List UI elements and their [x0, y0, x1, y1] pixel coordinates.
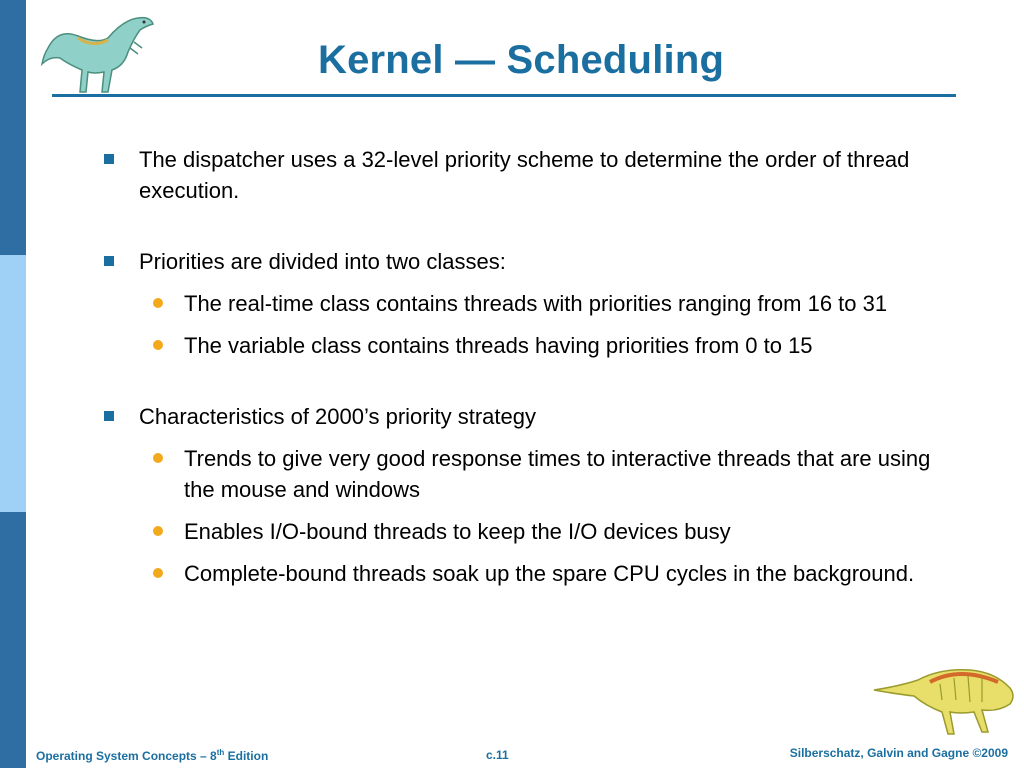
sidebar-segment-bottom [0, 512, 26, 768]
footer-edition-superscript: th [216, 748, 225, 757]
square-bullet-icon [104, 256, 114, 266]
round-bullet-icon [153, 453, 163, 463]
sub-bullet-text: Enables I/O-bound threads to keep the I/O devices busy [184, 519, 731, 544]
sub-bullet-item [100, 558, 960, 589]
sidebar-segment-middle [0, 255, 26, 512]
square-bullet-icon [104, 411, 114, 421]
bullet-item [100, 144, 960, 206]
left-sidebar [0, 0, 26, 768]
footer-book-title-text: Operating System Concepts – 8 [36, 749, 217, 763]
sub-bullet-text: The variable class contains threads having priorities from 0 to 15 [184, 333, 813, 358]
square-bullet-icon [104, 154, 114, 164]
sub-bullet-text: The real-time class contains threads with priorities ranging from 16 to 31 [184, 291, 888, 316]
round-bullet-icon [153, 568, 163, 578]
bullet-item [100, 401, 960, 432]
sub-bullet-item [100, 288, 960, 319]
footer-book-title [36, 748, 268, 763]
round-bullet-icon [153, 340, 163, 350]
round-bullet-icon [153, 298, 163, 308]
slide-footer [26, 734, 1024, 768]
dinosaur-footer-icon [870, 660, 1020, 740]
sidebar-segment-top [0, 0, 26, 255]
title-underline [52, 94, 956, 97]
dinosaur-logo-icon [38, 8, 160, 96]
bullet-text: Priorities are divided into two classes: [139, 249, 506, 274]
sub-bullet-item [100, 330, 960, 361]
slide-title: Kernel — Scheduling [318, 38, 725, 82]
sub-bullet-text: Trends to give very good response times to interactive threads that are using the mouse and windows [184, 446, 931, 502]
sub-bullet-item [100, 516, 960, 547]
round-bullet-icon [153, 526, 163, 536]
slide-content [100, 144, 960, 589]
bullet-item [100, 246, 960, 277]
sub-bullet-item [100, 443, 960, 505]
footer-edition-text: Edition [224, 749, 269, 763]
sub-bullet-text: Complete-bound threads soak up the spare CPU cycles in the background. [184, 561, 915, 586]
footer-authors: Silberschatz, Galvin and Gagne ©2009 [789, 746, 1008, 760]
footer-page-number: c.11 [486, 748, 509, 762]
bullet-text: Characteristics of 2000’s priority strategy [139, 404, 536, 429]
bullet-text: The dispatcher uses a 32-level priority scheme to determine the order of thread execution. [139, 147, 910, 203]
